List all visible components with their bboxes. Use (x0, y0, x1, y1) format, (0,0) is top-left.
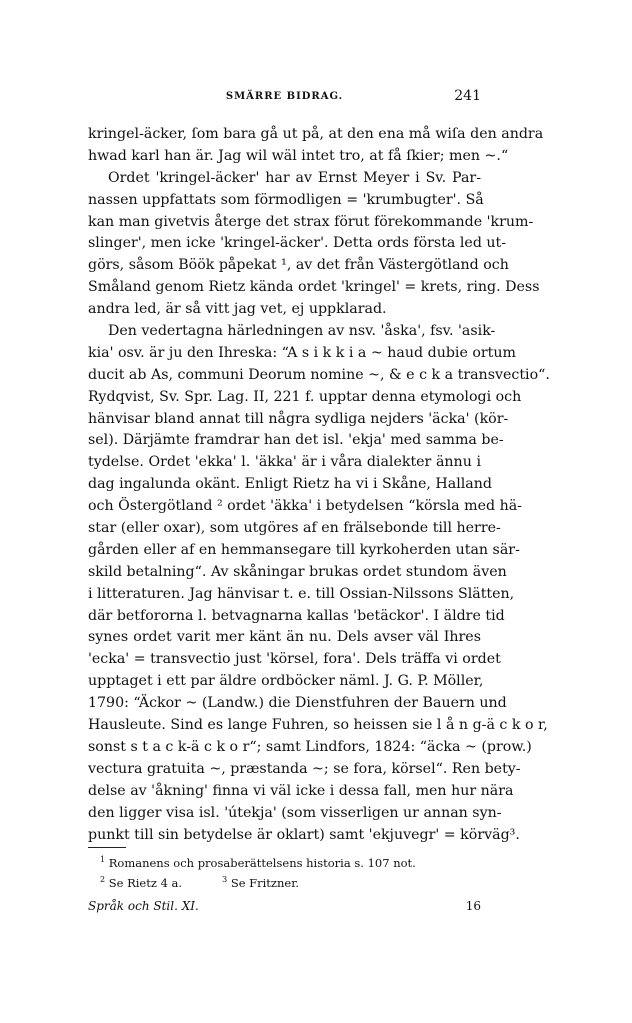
text-line: tydelse. Ordet 'ekka' l. 'äkka' är i våra dialekter ännu i (88, 454, 481, 471)
footnote-mark: 1 (100, 855, 106, 864)
footnote-text: Se Rietz 4 a. (108, 875, 183, 890)
text-line: slinger', men icke 'kringel-äcker'. Detta ords första led ut- (88, 235, 507, 252)
text-line: görs, såsom Böök påpekat ¹, av det från Västergötland och (88, 257, 509, 274)
footnote-text: Se Fritzner. (230, 875, 300, 890)
text-line: Småland genom Rietz kända ordet 'kringel' = krets, ring. Dess (88, 279, 540, 296)
footnote-mark: 2 (100, 875, 106, 884)
page-footer (88, 899, 481, 913)
text-line: hwad karl han är. Jag wil wäl intet tro, at få ſkier; men ~.“ (88, 147, 509, 164)
text-line: vectura gratuita ~, præstanda ~; se fora, körsel“. Ren bety- (88, 760, 521, 777)
sheet-number: 16 (465, 899, 481, 913)
text-line: nassen uppfattats som förmodligen = 'krumbugter'. Så (88, 191, 484, 208)
text-line: i litteraturen. Jag hänvisar t. e. till Ossian-Nilssons Slätten, (88, 585, 515, 602)
text-line: Hausleute. Sind es lange Fuhren, so heissen sie l å n g-ä c k o r, (88, 717, 548, 734)
text-line: punkt till sin betydelse är oklart) samt 'ekjuvegr' = körväg³. (88, 826, 520, 843)
text-line: upptaget i ett par äldre ordböcker näml. J. G. P. Möller, (88, 673, 484, 690)
text-line: synes ordet varit mer känt än nu. Dels avser väl Ihres (88, 629, 481, 646)
journal-signature: Språk och Stil. XI. (88, 899, 199, 913)
running-title: SMÄRRE BIDRAG. (225, 91, 344, 102)
footnotes (100, 850, 416, 890)
text-line: gården eller af en hemmansegare till kyrkoherden utan sär- (88, 541, 520, 558)
text-line: Rydqvist, Sv. Spr. Lag. II, 221 f. upptar denna etymologi och (88, 388, 522, 405)
text-line: kia' osv. är ju den Ihreska: “A s i k k i a ~ haud dubie ortum (88, 344, 516, 361)
footnote-mark: 3 (222, 875, 228, 884)
text-line: den ligger visa isl. 'útekja' (som visserligen ur annan syn- (88, 804, 502, 821)
text-line: Ordet 'kringel-äcker' har av Ernst Meyer i Sv. Par- (108, 169, 481, 186)
footnote-rule (88, 847, 126, 848)
body-text (88, 124, 550, 846)
text-line: och Östergötland ² ordet 'äkka' i betydelsen “körsla med hä- (88, 498, 522, 515)
text-line: star (eller oxar), som utgöres af en frälsebonde till herre- (88, 520, 501, 537)
text-line: Den vedertagna härledningen av nsv. 'åska', fsv. 'asik- (108, 323, 496, 340)
footnote-text: Romanens och prosaberättelsens historia s. 107 not. (108, 855, 416, 870)
text-line: kan man givetvis återge det strax förut förekommande 'krum- (88, 213, 534, 230)
text-line: dag ingalunda okänt. Enligt Rietz ha vi i Skåne, Halland (88, 476, 492, 493)
text-line: delse av 'åkning' finna vi väl icke i dessa fall, men hur nära (88, 782, 514, 799)
text-line: sonst s t a c k-ä c k o r“; samt Lindfors, 1824: “äcka ~ (prow.) (88, 738, 532, 755)
text-line: 1790: “Äckor ~ (Landw.) die Dienstfuhren der Bauern und (88, 695, 507, 712)
text-line: där betfororna l. betvagnarna kallas 'betäckor'. I äldre tid (88, 607, 505, 624)
page-number: 241 (454, 88, 481, 104)
page-header (88, 88, 481, 106)
footnote-2-3 (100, 870, 416, 890)
text-line: ducit ab As, communi Deorum nomine ~, & e c k a transvectio“. (88, 366, 550, 383)
text-line: kringel-äcker, ſom bara gå ut på, at den ena må wiſa den andra (88, 126, 544, 142)
footnote-1 (100, 850, 416, 870)
text-line: skild betalning“. Av skåningar brukas ordet stundom även (88, 563, 507, 580)
text-line: sel). Därjämte framdrar han det isl. 'ekja' med samma be- (88, 432, 504, 449)
text-line: hänvisar bland annat till några sydliga nejders 'äcka' (kör- (88, 410, 509, 427)
text-line: andra led, är så vitt jag vet, ej uppklarad. (88, 301, 387, 318)
text-line: 'ecka' = transvectio just 'körsel, fora'. Dels träffa vi ordet (88, 651, 501, 668)
